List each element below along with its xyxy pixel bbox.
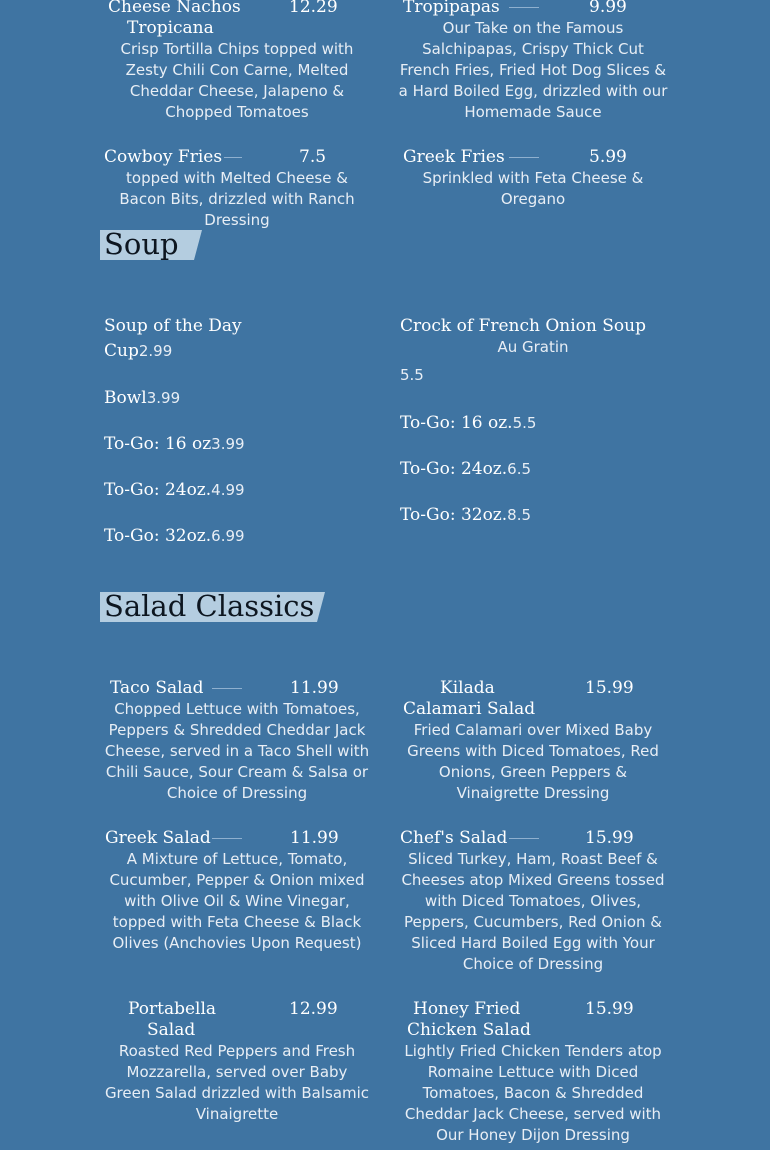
item-price: 9.99 [589, 0, 627, 17]
item-name: Taco Salad [110, 678, 204, 698]
item-name: Greek Salad [105, 828, 211, 848]
soup-size-row [400, 459, 531, 479]
leader-line [509, 838, 539, 839]
item-price: 12.99 [289, 999, 338, 1019]
size-price: 4.99 [211, 481, 245, 499]
soup-size-row [104, 480, 245, 500]
item-price: 15.99 [585, 828, 634, 848]
section-title: Salad Classics [104, 589, 315, 623]
item-subtitle: Au Gratin [497, 338, 569, 356]
item-description: A Mixture of Lettuce, Tomato, Cucumber, Pepper & Onion mixed with Olive Oil & Wine Vinegar, topped with Feta Cheese & Black Olives (Anchovies Upon Request) [109, 850, 365, 952]
item-name: Calamari Salad [403, 699, 536, 719]
size-label: To-Go: 32oz. [400, 505, 508, 525]
item-name: Tropipapas [403, 0, 500, 17]
item-name: Cheese Nachos [108, 0, 241, 17]
section-title: Soup [104, 227, 179, 261]
item-price: 5.99 [589, 147, 627, 167]
size-price: 6.5 [507, 460, 532, 478]
item-description: Lightly Fried Chicken Tenders atop Romaine Lettuce with Diced Tomatoes, Bacon & Shredded Cheddar Jack Cheese, served with Our Honey Dijon Dressing [404, 1042, 662, 1144]
item-name: Kilada [440, 678, 495, 698]
item-description: Sliced Turkey, Ham, Roast Beef & Cheeses atop Mixed Greens tossed with Diced Tomatoes, Olives, Peppers, Cucumbers, Red Onion & Sliced Hard Boiled Egg with Your Choice of Dressing [401, 850, 665, 973]
size-label: To-Go: 16 oz [104, 434, 212, 454]
item-name: Cowboy Fries [104, 147, 223, 167]
item-description: Sprinkled with Feta Cheese & Oregano [422, 169, 644, 208]
item-name: Greek Fries [403, 147, 505, 167]
size-label: To-Go: 16 oz. [400, 413, 513, 433]
leader-line [509, 7, 539, 8]
size-price: 6.99 [211, 527, 245, 545]
item-name: Portabella [128, 999, 217, 1019]
size-price: 3.99 [146, 389, 181, 407]
size-price: 5.5 [512, 414, 537, 432]
soup-size-row [104, 526, 245, 546]
soup-size-row [400, 505, 531, 525]
soup-size-row [400, 413, 536, 433]
size-label: Bowl [104, 388, 147, 408]
leader-line [212, 688, 242, 689]
item-price: 7.5 [299, 147, 327, 167]
item-price: 11.99 [290, 828, 339, 848]
soup-size-row [104, 434, 245, 454]
soup-size-row [104, 341, 172, 361]
size-label: Cup [104, 341, 139, 361]
soup-size-row [104, 388, 180, 408]
item-price: 15.99 [585, 999, 634, 1019]
leader-line [509, 157, 539, 158]
item-name: Crock of French Onion Soup [400, 316, 646, 336]
item-name: Salad [147, 1020, 196, 1040]
item-description: topped with Melted Cheese & Bacon Bits, drizzled with Ranch Dressing [119, 169, 355, 229]
item-description: Our Take on the Famous Salchipapas, Crispy Thick Cut French Fries, Fried Hot Dog Slices & a Hard Boiled Egg, drizzled with our Homemade Sauce [398, 19, 668, 121]
item-name: Chicken Salad [407, 1020, 531, 1040]
size-price: 8.5 [507, 506, 532, 524]
item-description: Fried Calamari over Mixed Baby Greens with Diced Tomatoes, Red Onions, Green Peppers & Vinaigrette Dressing [407, 721, 659, 802]
leader-line [212, 838, 242, 839]
leader-line [224, 157, 242, 158]
item-name: Tropicana [127, 18, 214, 38]
size-label: To-Go: 24oz. [104, 480, 212, 500]
size-price: 2.99 [138, 342, 173, 360]
item-name: Chef's Salad [400, 828, 508, 848]
size-label: To-Go: 24oz. [400, 459, 508, 479]
item-name: Soup of the Day [104, 316, 242, 336]
item-description: Crisp Tortilla Chips topped with Zesty Chili Con Carne, Melted Cheddar Cheese, Jalapeno & Chopped Tomatoes [120, 40, 354, 121]
item-price: 15.99 [585, 678, 634, 698]
size-label: To-Go: 32oz. [104, 526, 212, 546]
item-price: 5.5 [400, 366, 424, 384]
item-description: Chopped Lettuce with Tomatoes, Peppers & Shredded Cheddar Jack Cheese, served in a Taco Shell with Chili Sauce, Sour Cream & Salsa or Choice of Dressing [104, 700, 370, 802]
item-name: Honey Fried [413, 999, 521, 1019]
item-price: 12.29 [289, 0, 338, 17]
item-price: 11.99 [290, 678, 339, 698]
size-price: 3.99 [211, 435, 245, 453]
item-description: Roasted Red Peppers and Fresh Mozzarella, served over Baby Green Salad drizzled with Balsamic Vinaigrette [104, 1042, 370, 1123]
